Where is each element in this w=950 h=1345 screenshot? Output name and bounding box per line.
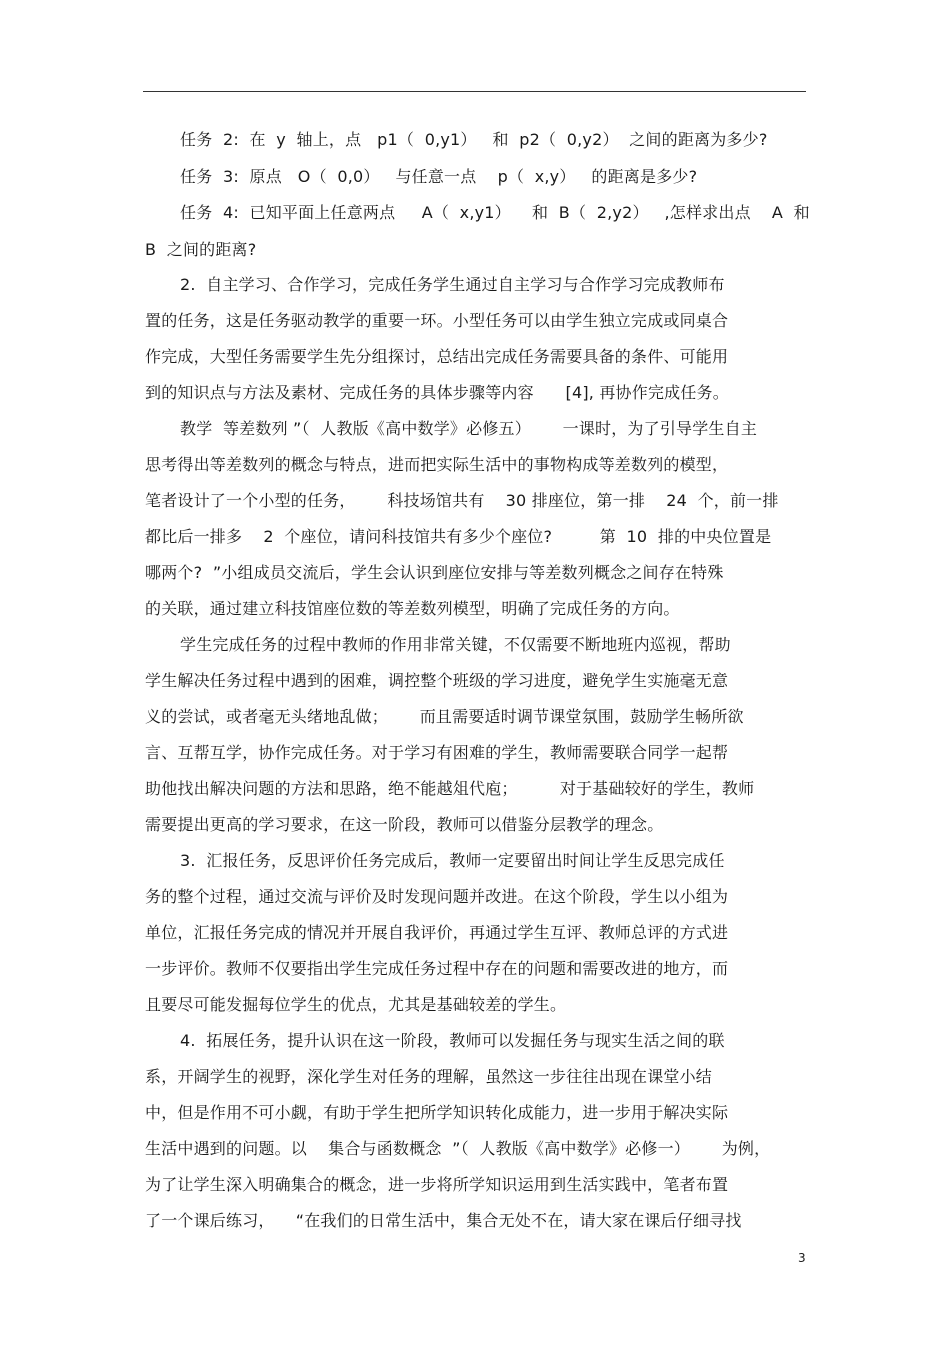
text-line: 且要尽可能发掘每位学生的优点，尤其是基础较差的学生。 <box>145 995 567 1014</box>
text-line: 的关联，通过建立科技馆座位数的等差数列模型，明确了完成任务的方向。 <box>145 599 680 618</box>
text-line: 哪两个? ”小组成员交流后，学生会认识到座位安排与等差数列概念之间存在特殊 <box>145 563 724 582</box>
text-line: 单位，汇报任务完成的情况并开展自我评价，再通过学生互评、教师总评的方式进 <box>145 923 729 942</box>
text-line: 任务 2: 在 y 轴上，点 p1（ 0,y1） 和 p2（ 0,y2） 之间的距离为多少? <box>180 130 768 149</box>
text-line: 义的尝试，或者毫无头绪地乱做； 而且需要适时调节课堂氛围，鼓励学生畅所欲 <box>145 707 744 726</box>
text-line: 置的任务，这是任务驱动教学的重要一环。小型任务可以由学生独立完成或同桌合 <box>145 311 729 330</box>
text-line: 到的知识点与方法及素材、完成任务的具体步骤等内容 [4], 再协作完成任务。 <box>145 383 729 402</box>
header-rule <box>143 91 806 92</box>
page-number: 3 <box>798 1251 806 1265</box>
text-line: 3. 汇报任务，反思评价任务完成后，教师一定要留出时间让学生反思完成任 <box>180 851 725 870</box>
text-line: 学生解决任务过程中遇到的困难，调控整个班级的学习进度，避免学生实施毫无意 <box>145 671 729 690</box>
text-line: 2. 自主学习、合作学习，完成任务学生通过自主学习与合作学习完成教师布 <box>180 275 725 294</box>
text-line: 生活中遇到的问题。以 集合与函数概念 ”（ 人教版《高中数学》必修一） 为例， <box>145 1139 771 1158</box>
text-line: 为了让学生深入明确集合的概念，进一步将所学知识运用到生活实践中，笔者布置 <box>145 1175 729 1194</box>
text-line: 了一个课后练习， “在我们的日常生活中，集合无处不在，请大家在课后仔细寻找 <box>145 1211 742 1230</box>
text-line: 教学 等差数列 ”（ 人教版《高中数学》必修五） 一课时，为了引导学生自主 <box>180 419 758 438</box>
text-line: 思考得出等差数列的概念与特点，进而把实际生活中的事物构成等差数列的模型， <box>145 455 729 474</box>
text-line: 都比后一排多 2 个座位，请问科技馆共有多少个座位? 第 10 排的中央位置是 <box>145 527 772 546</box>
text-line: 中，但是作用不可小觑，有助于学生把所学知识转化成能力，进一步用于解决实际 <box>145 1103 729 1122</box>
text-line: B 之间的距离? <box>145 240 257 259</box>
text-line: 言、互帮互学，协作完成任务。对于学习有困难的学生，教师需要联合同学一起帮 <box>145 743 729 762</box>
text-line: 4. 拓展任务，提升认识在这一阶段，教师可以发掘任务与现实生活之间的联 <box>180 1031 725 1050</box>
text-line: 系，开阔学生的视野，深化学生对任务的理解，虽然这一步往往出现在课堂小结 <box>145 1067 713 1086</box>
text-line: 务的整个过程，通过交流与评价及时发现问题并改进。在这个阶段，学生以小组为 <box>145 887 729 906</box>
text-line: 助他找出解决问题的方法和思路，绝不能越俎代庖； 对于基础较好的学生，教师 <box>145 779 755 798</box>
text-line: 任务 3: 原点 O（ 0,0） 与任意一点 p（ x,y） 的距离是多少? <box>180 167 698 186</box>
text-line: 笔者设计了一个小型的任务， 科技场馆共有 30 排座位，第一排 24 个，前一排 <box>145 491 779 510</box>
text-line: 任务 4: 已知平面上任意两点 A（ x,y1） 和 B（ 2,y2） ,怎样求出点 A 和 <box>180 203 810 222</box>
text-line: 一步评价。教师不仅要指出学生完成任务过程中存在的问题和需要改进的地方，而 <box>145 959 729 978</box>
text-line: 作完成，大型任务需要学生先分组探讨，总结出完成任务需要具备的条件、可能用 <box>145 347 729 366</box>
text-line: 需要提出更高的学习要求，在这一阶段，教师可以借鉴分层教学的理念。 <box>145 815 664 834</box>
text-line: 学生完成任务的过程中教师的作用非常关键，不仅需要不断地班内巡视，帮助 <box>180 635 731 654</box>
